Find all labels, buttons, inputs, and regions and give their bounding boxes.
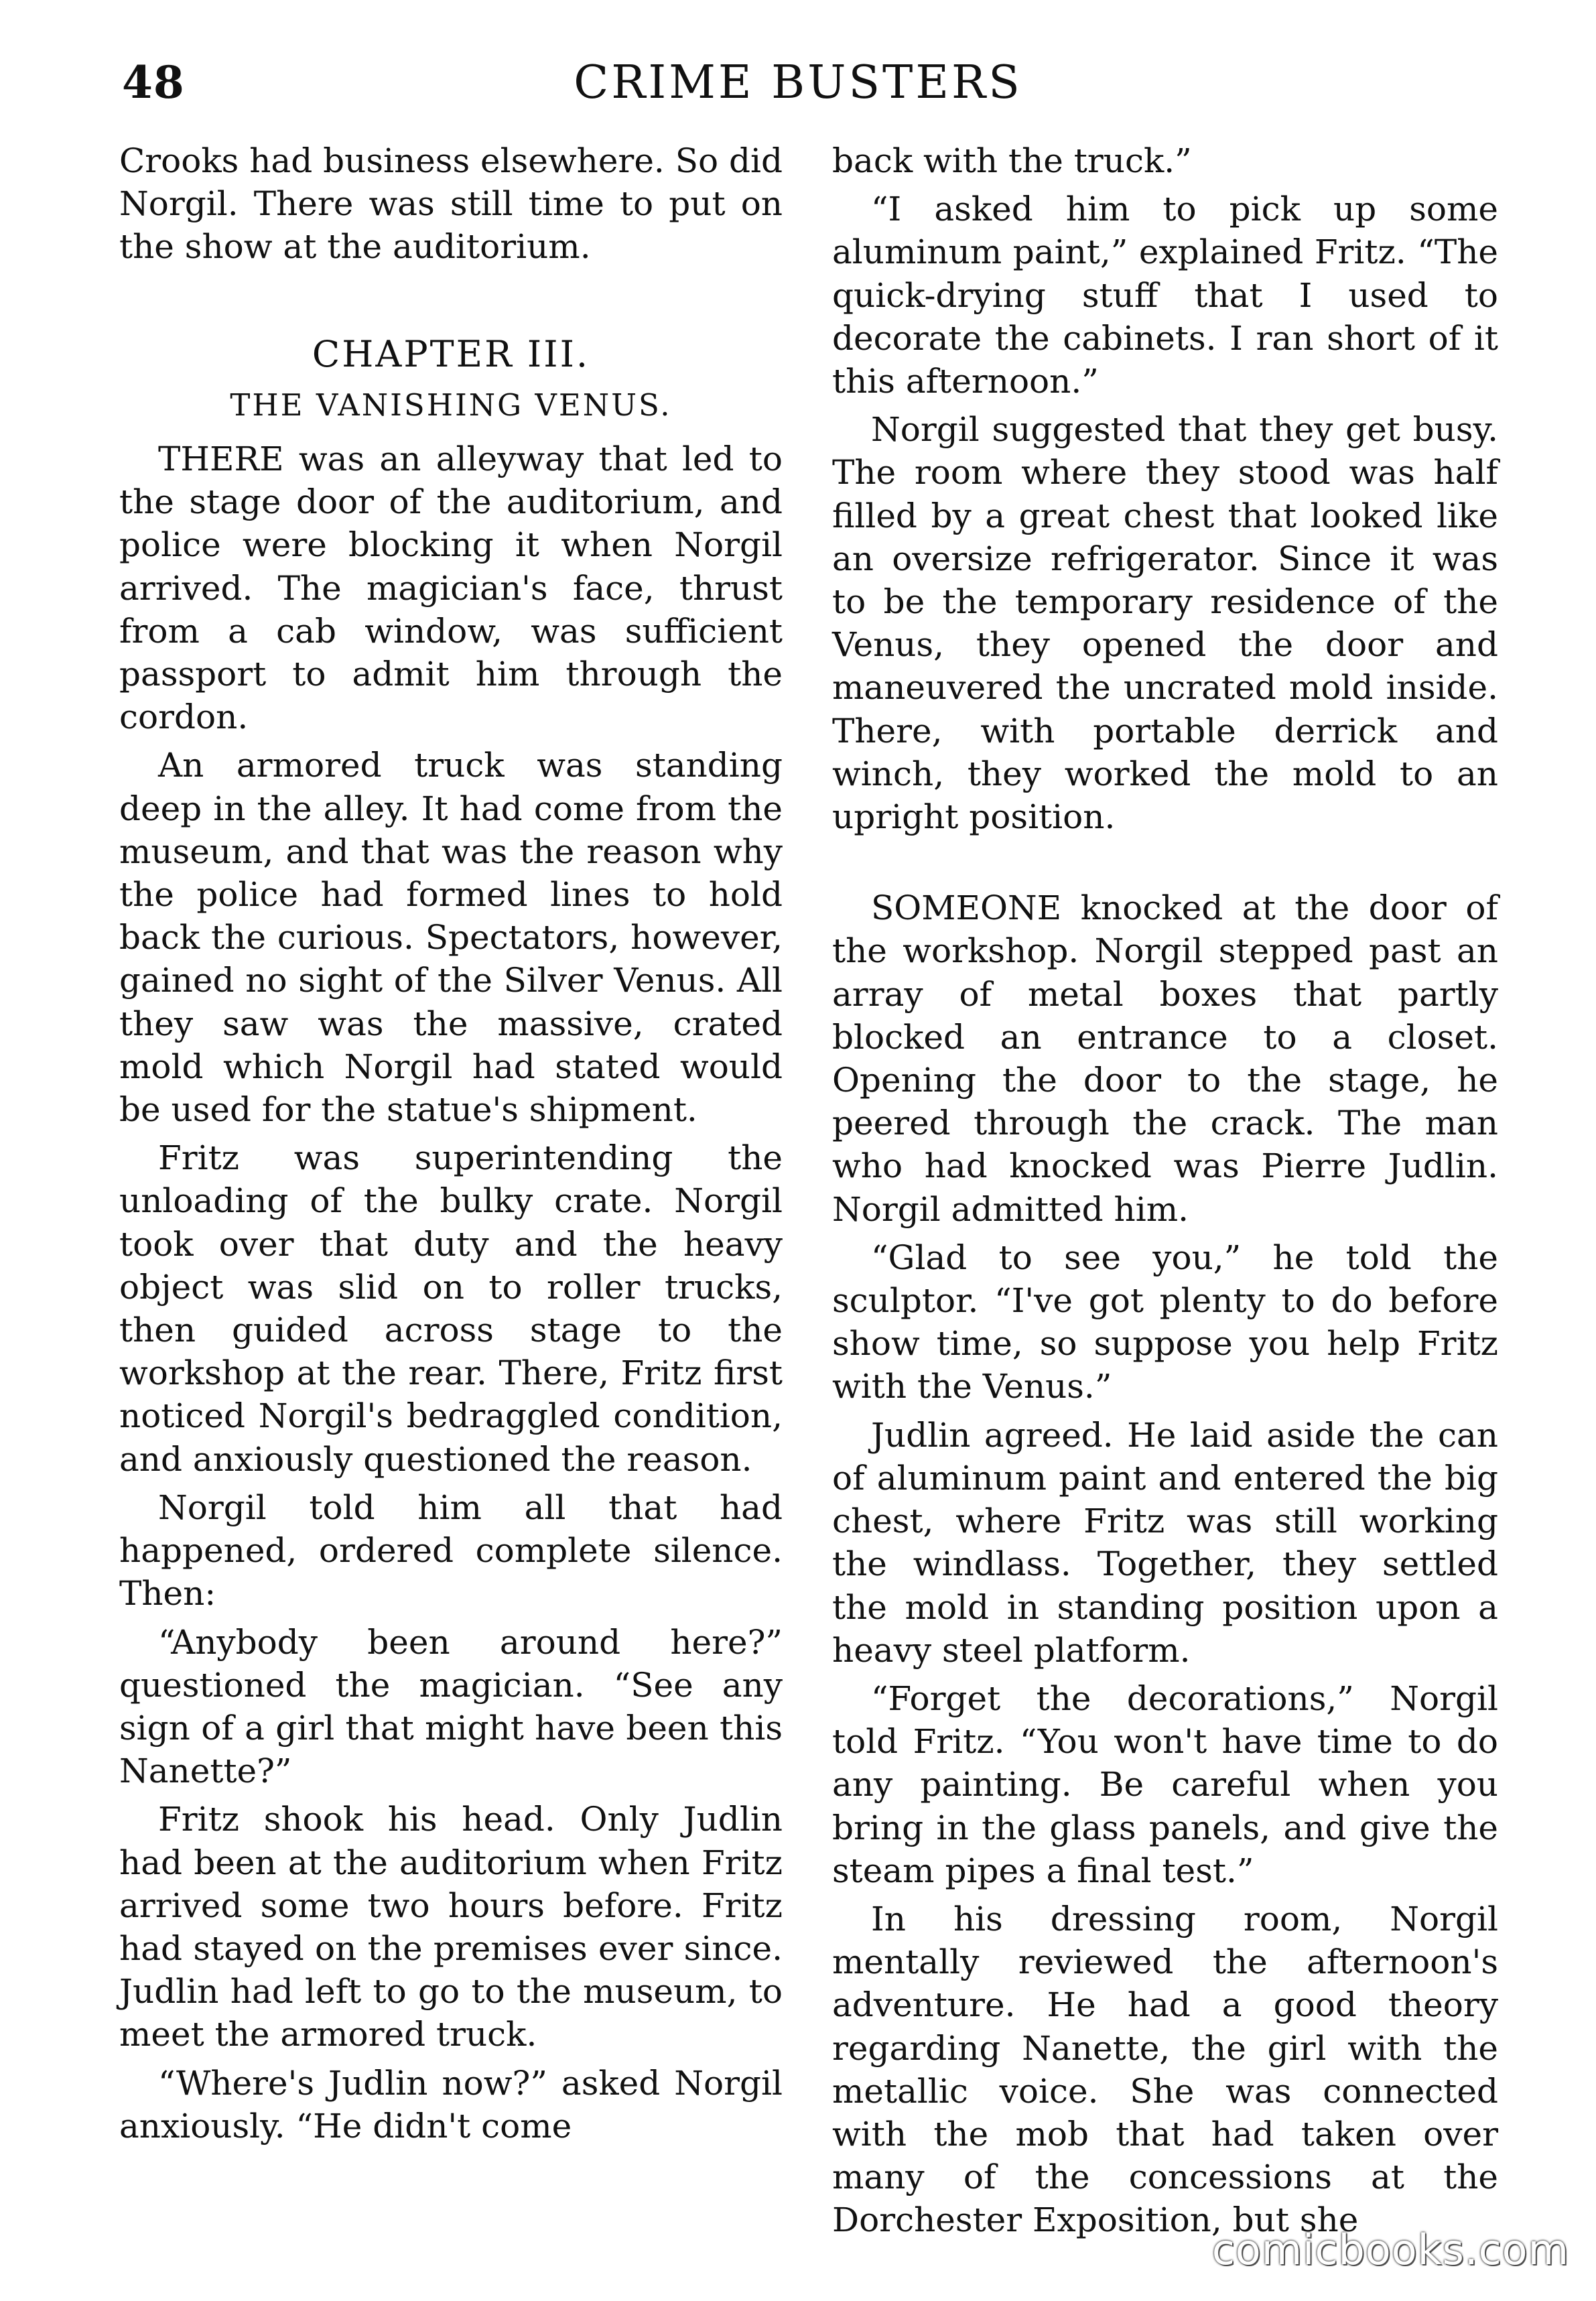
paragraph: Norgil told him all that had happened, ordered complete silence. Then: [119, 1488, 783, 1614]
paragraph: SOMEONE knocked at the door of the workshop. Norgil stepped past an array of metal boxes that partly blocked an entrance to a closet. Opening the door to the stage, he peered through the crack. The man who had knocked was Pierre Judlin. Norgil admitted him. [832, 889, 1498, 1229]
paragraph: back with the truck.” [832, 141, 1192, 180]
running-head: CRIME BUSTERS [574, 56, 1022, 109]
page-number: 48 [122, 56, 185, 109]
paragraph: An armored truck was standing deep in the alley. It had come from the museum, and that was the reason why the police had formed lines to hold back the curious. Spectators, however, gained no sight of the Silver Venus. All they saw was the massive, crated mold which Norgil had stated would be used for the statue's shipment. [119, 746, 783, 1130]
paragraph: Judlin agreed. He laid aside the can of aluminum paint and entered the big chest, where Fritz was still working the windlass. Together, they settled the mold in standing position upon a heavy steel platform. [832, 1415, 1498, 1670]
paragraph: Fritz shook his head. Only Judlin had been at the auditorium when Fritz arrived some two hours before. Fritz had stayed on the premises ever since. Judlin had left to go to the museum, to meet the armored truck. [119, 1800, 783, 2054]
paragraph: “Anybody been around here?” questioned the magician. “See any sign of a girl that might have been this Nanette?” [119, 1622, 783, 1791]
paragraph: THERE was an alleyway that led to the stage door of the auditorium, and police were blocking it when Norgil arrived. The magician's face, thrust from a cab window, was sufficient passport to admit him through the cordon. [119, 440, 783, 737]
paragraph: “Glad to see you,” he told the sculptor. “I've got plenty to do before show time, so suppose you help Fritz with the Venus.” [832, 1238, 1498, 1406]
paragraph: “Where's Judlin now?” asked Norgil anxiously. “He didn't come [119, 2063, 783, 2146]
watermark-logo: comicbooks.com [1211, 2225, 1569, 2274]
right-column [832, 139, 1498, 2242]
paragraph: “Forget the decorations,” Norgil told Fritz. “You won't have time to do any painting. Be careful when you bring in the glass panels, and give the steam pipes a final test.” [832, 1679, 1498, 1890]
chapter-title: THE VANISHING VENUS. [230, 387, 672, 423]
section-break [832, 844, 1498, 886]
chapter-heading: CHAPTER III. [312, 332, 590, 375]
left-column [119, 139, 783, 2148]
paragraph: Norgil suggested that they get busy. The room where they stood was half filled by a great chest that looked like an oversize refrigerator. Since it was to be the temporary residence of the Venus, they opened the door and maneuvered the uncrated mold inside. There, with portable derrick and winch, they worked the mold to an upright position. [832, 410, 1498, 837]
paragraph: “I asked him to pick up some aluminum paint,” explained Fritz. “The quick-drying stuff that I used to decorate the cabinets. I ran short of it this afternoon.” [832, 190, 1498, 401]
paragraph: Fritz was superintending the unloading of the bulky crate. Norgil took over that duty and the heavy object was slid on to roller trucks, then guided across stage to the workshop at the rear. There, Fritz first noticed Norgil's bedraggled condition, and anxiously questioned the reason. [119, 1138, 783, 1479]
paragraph: Crooks had business elsewhere. So did Norgil. There was still time to put on the show at the auditorium. [119, 141, 783, 267]
paragraph: In his dressing room, Norgil mentally reviewed the afternoon's adventure. He had a good theory regarding Nanette, the girl with the metallic voice. She was connected with the mob that had taken over many of the concessions at the Dorchester Exposition, but she [832, 1899, 1498, 2240]
